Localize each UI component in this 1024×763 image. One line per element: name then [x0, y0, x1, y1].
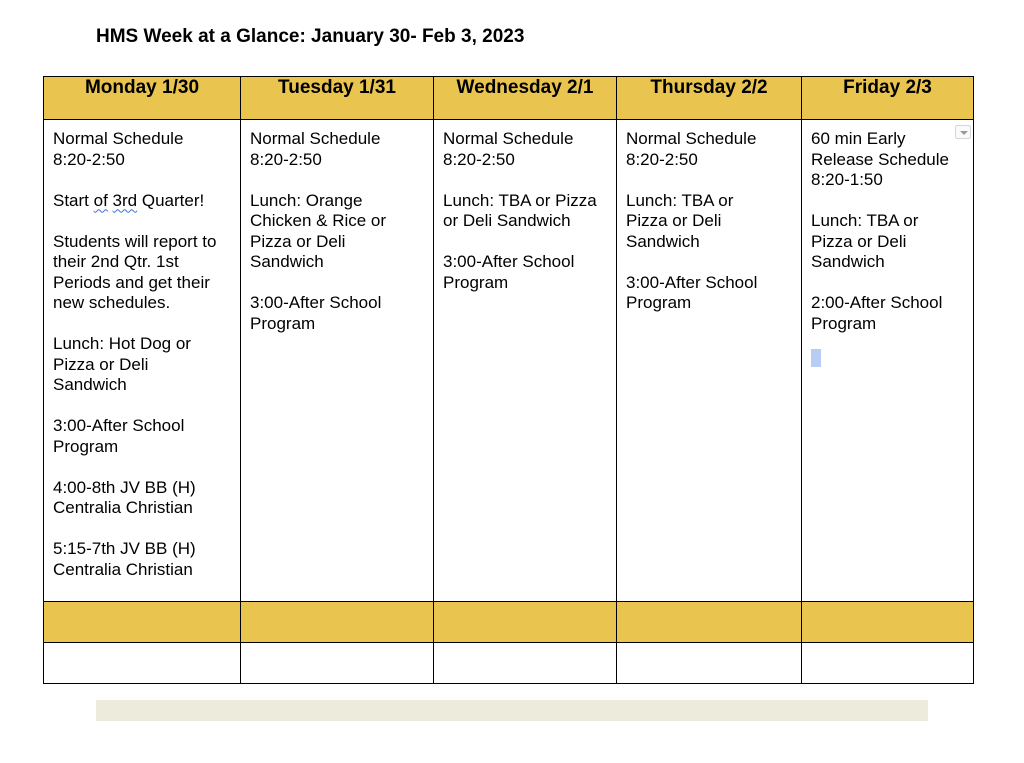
monday-event-7th: 5:15-7th JV BB (H) Centralia Christian — [53, 539, 196, 579]
empty-cell[interactable] — [434, 642, 617, 683]
empty-cell[interactable] — [802, 601, 974, 642]
empty-cell[interactable] — [617, 642, 802, 683]
thursday-after-school: 3:00-After School Program — [626, 272, 758, 312]
tuesday-after-school: 3:00-After School Program — [250, 293, 382, 333]
wednesday-lunch: Lunch: TBA or Pizza or Deli Sandwich — [443, 190, 597, 230]
tuesday-lunch: Lunch: Orange Chicken & Rice or Pizza or Deli Sandwich — [250, 190, 387, 271]
day-cell-friday[interactable] — [802, 120, 974, 602]
monday-schedule: Normal Schedule 8:20-2:50 — [53, 129, 184, 169]
empty-cell[interactable] — [802, 642, 974, 683]
day-heading-wednesday[interactable]: Wednesday 2/1 — [434, 77, 617, 120]
spellcheck-flag[interactable]: 3rd — [112, 190, 138, 210]
chevron-down-icon[interactable] — [955, 125, 971, 139]
empty-cell[interactable] — [617, 601, 802, 642]
day-heading-tuesday[interactable]: Tuesday 1/31 — [241, 77, 434, 120]
wednesday-schedule: Normal Schedule 8:20-2:50 — [443, 129, 574, 169]
wednesday-after-school: 3:00-After School Program — [443, 252, 575, 292]
day-cell-monday[interactable] — [44, 120, 241, 602]
empty-cell[interactable] — [44, 642, 241, 683]
header-row — [44, 77, 974, 120]
day-heading-thursday[interactable]: Thursday 2/2 — [617, 77, 802, 120]
day-cell-thursday[interactable] — [617, 120, 802, 602]
monday-event-8th: 4:00-8th JV BB (H) Centralia Christian — [53, 477, 196, 517]
content-row — [44, 120, 974, 602]
friday-schedule: 60 min Early Release Schedule 8:20-1:50 — [811, 129, 949, 189]
monday-lunch: Lunch: Hot Dog or Pizza or Deli Sandwich — [53, 334, 191, 394]
week-schedule-table — [43, 76, 974, 684]
monday-students-note: Students will report to their 2nd Qtr. 1st Periods and get their new schedules. — [53, 231, 217, 312]
day-heading-friday[interactable]: Friday 2/3 — [802, 77, 974, 120]
spellcheck-flag[interactable]: of — [93, 190, 108, 210]
empty-cell[interactable] — [241, 642, 434, 683]
footer-bar — [96, 700, 928, 721]
empty-cell[interactable] — [434, 601, 617, 642]
empty-cell[interactable] — [241, 601, 434, 642]
text-selection-cursor — [811, 349, 821, 367]
thursday-schedule: Normal Schedule 8:20-2:50 — [626, 129, 757, 169]
empty-gold-row — [44, 601, 974, 642]
friday-lunch: Lunch: TBA or Pizza or Deli Sandwich — [811, 211, 919, 271]
day-heading-monday[interactable]: Monday 1/30 — [44, 77, 241, 120]
day-cell-wednesday[interactable] — [434, 120, 617, 602]
thursday-lunch: Lunch: TBA or Pizza or Deli Sandwich — [626, 190, 734, 251]
empty-white-row — [44, 642, 974, 683]
friday-after-school: 2:00-After School Program — [811, 293, 943, 333]
day-cell-tuesday[interactable] — [241, 120, 434, 602]
monday-after-school: 3:00-After School Program — [53, 416, 185, 456]
monday-start-note: Start of 3rd Quarter! — [53, 190, 205, 210]
tuesday-schedule: Normal Schedule 8:20-2:50 — [250, 129, 381, 169]
empty-cell[interactable] — [44, 601, 241, 642]
document-title: HMS Week at a Glance: January 30- Feb 3, 2023 — [96, 26, 525, 47]
